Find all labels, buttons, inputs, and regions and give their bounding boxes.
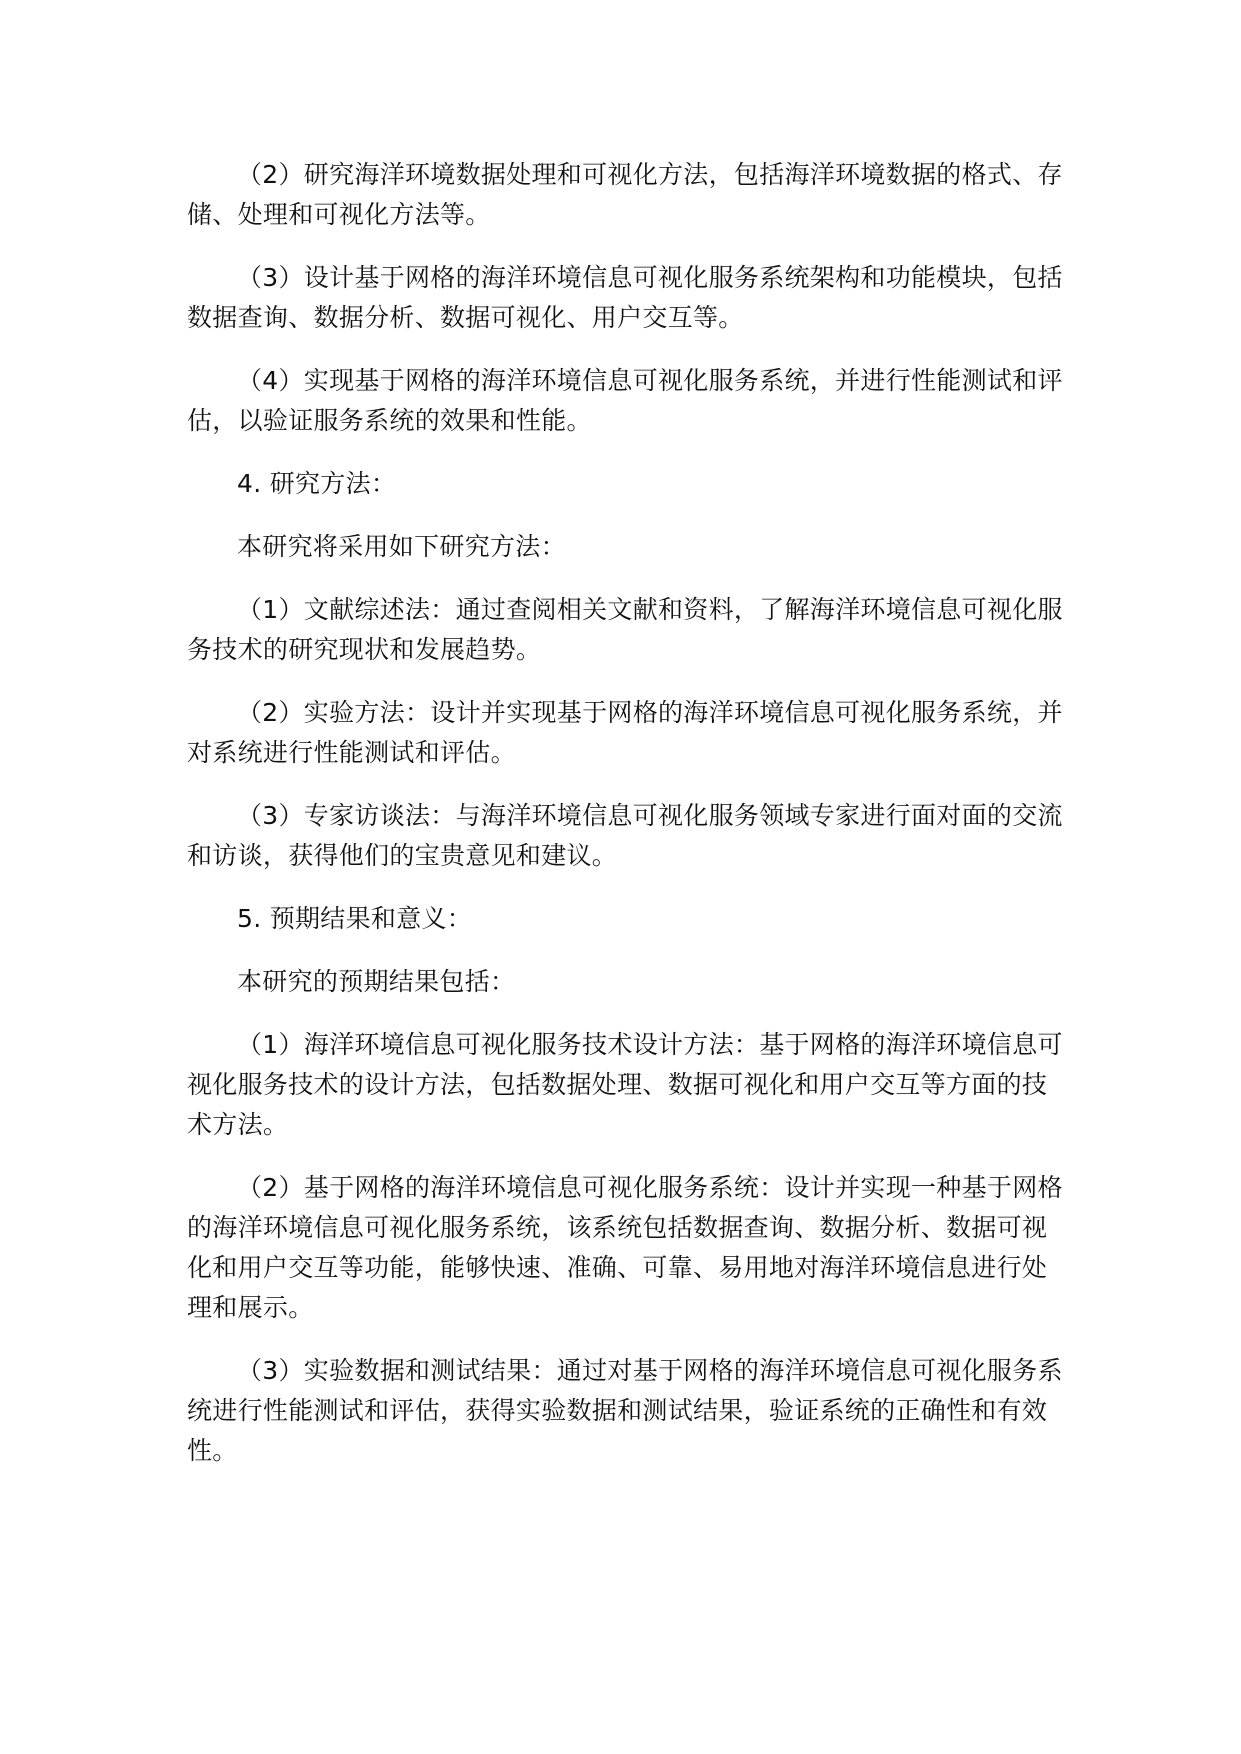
paragraph-method-3: （3）专家访谈法：与海洋环境信息可视化服务领域专家进行面对面的交流和访谈，获得他们的宝贵意见和建议。 [187, 801, 1063, 870]
paragraph-research-content-2: （2）研究海洋环境数据处理和可视化方法，包括海洋环境数据的格式、存储、处理和可视化方法等。 [187, 160, 1063, 229]
document-body [187, 155, 1067, 1494]
paragraph-research-content-3: （3）设计基于网格的海洋环境信息可视化服务系统架构和功能模块，包括数据查询、数据分析、数据可视化、用户交互等。 [187, 263, 1063, 332]
paragraph-method-2: （2）实验方法：设计并实现基于网格的海洋环境信息可视化服务系统，并对系统进行性能测试和评估。 [187, 698, 1063, 767]
paragraph-result-2: （2）基于网格的海洋环境信息可视化服务系统：设计并实现一种基于网格的海洋环境信息可视化服务系统，该系统包括数据查询、数据分析、数据可视化和用户交互等功能，能够快速、准确、可靠、易用地对海洋环境信息进行处理和展示。 [187, 1173, 1063, 1322]
paragraph-research-content-4: （4）实现基于网格的海洋环境信息可视化服务系统，并进行性能测试和评估，以验证服务系统的效果和性能。 [187, 366, 1063, 435]
paragraph-result-1: （1）海洋环境信息可视化服务技术设计方法：基于网格的海洋环境信息可视化服务技术的设计方法，包括数据处理、数据可视化和用户交互等方面的技术方法。 [187, 1030, 1063, 1139]
paragraph-results-intro: 本研究的预期结果包括： [237, 967, 516, 996]
paragraph-method-1: （1）文献综述法：通过查阅相关文献和资料，了解海洋环境信息可视化服务技术的研究现状和发展趋势。 [187, 595, 1063, 664]
paragraph-methods-intro: 本研究将采用如下研究方法： [237, 532, 566, 561]
paragraph-result-3: （3）实验数据和测试结果：通过对基于网格的海洋环境信息可视化服务系统进行性能测试和评估，获得实验数据和测试结果，验证系统的正确性和有效性。 [187, 1356, 1063, 1465]
section-heading-expected-results: 5. 预期结果和意义： [237, 904, 473, 933]
section-heading-research-methods: 4. 研究方法： [237, 469, 397, 498]
